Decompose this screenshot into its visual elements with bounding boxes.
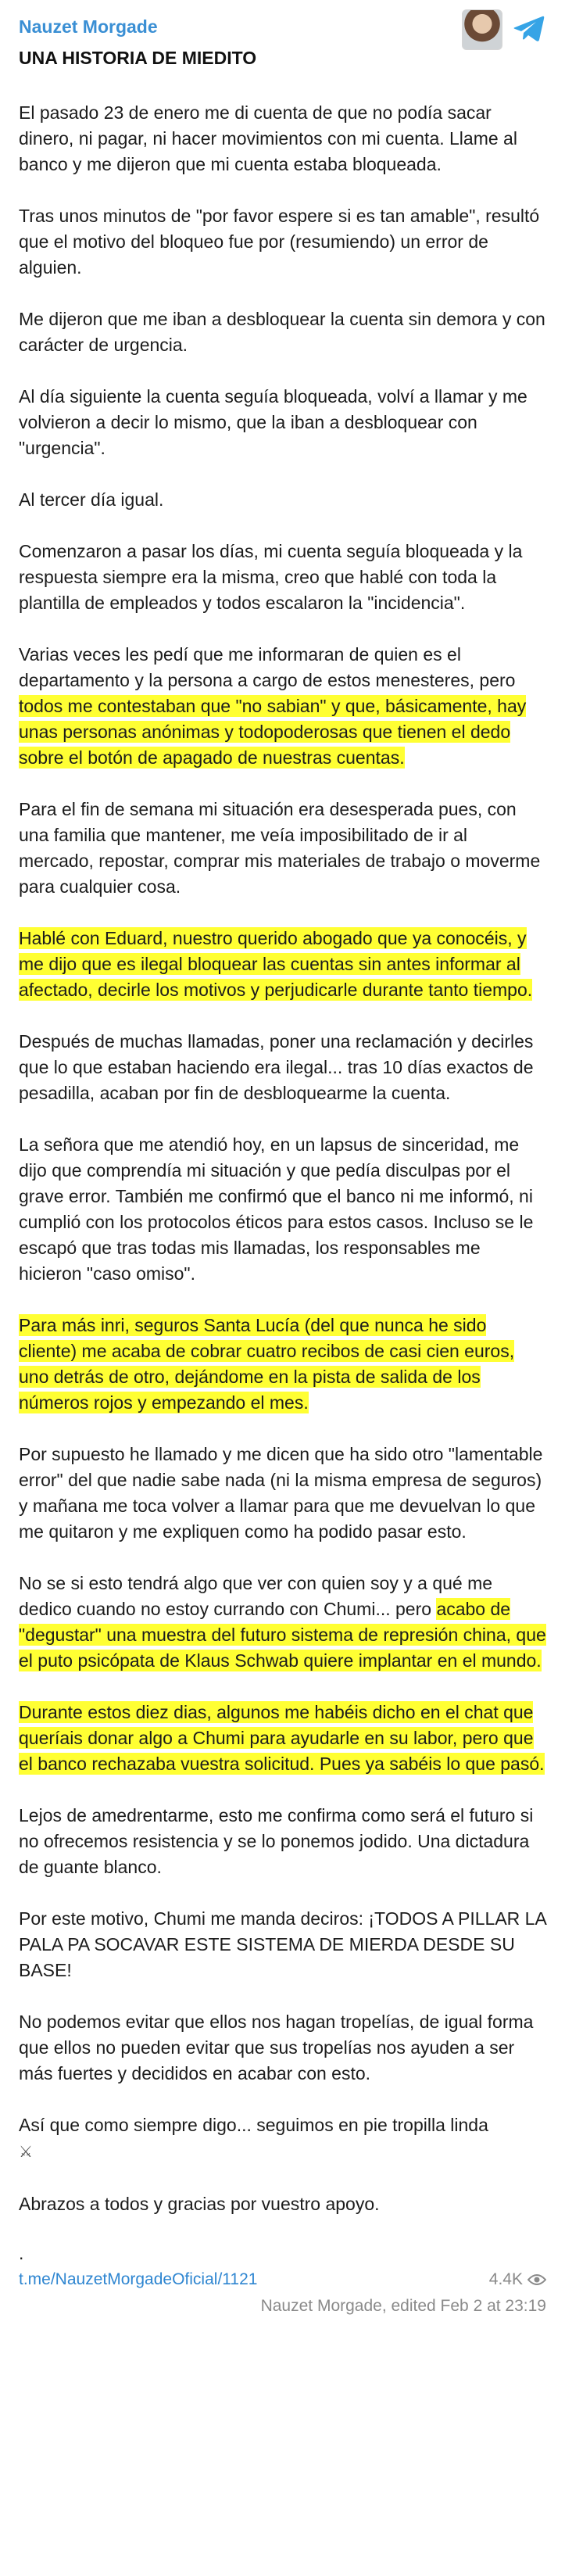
post-header bbox=[19, 14, 546, 72]
paragraph-text: Me dijeron que me iban a desbloquear la cuenta sin demora y con carácter de urgencia. bbox=[19, 309, 545, 355]
highlighted-text: acabo de "degustar" una muestra del futuro sistema de represión china, que el puto psicópata de Klaus Schwab quiere implantar en el mundo. bbox=[19, 1599, 546, 1671]
post-body bbox=[19, 100, 546, 2217]
paragraph-text: Abrazos a todos y gracias por vuestro apoyo. bbox=[19, 2194, 380, 2214]
post-paragraph bbox=[19, 2112, 546, 2166]
highlighted-text: todos me contestaban que "no sabian" y que, básicamente, hay unas personas anónimas y todopoderosas que tienen el dedo sobre el botón de apagado de nuestras cuentas. bbox=[19, 696, 527, 768]
post-paragraph bbox=[19, 1313, 546, 1416]
post-paragraph bbox=[19, 1571, 546, 1674]
paragraph-text: Lejos de amedrentarme, esto me confirma como será el futuro si no ofrecemos resistencia y se lo ponemos jodido. Una dictadura de guante blanco. bbox=[19, 1805, 534, 1877]
post-paragraph bbox=[19, 100, 546, 177]
paragraph-text: Por este motivo, Chumi me manda deciros: ¡TODOS A PILLAR LA PALA PA SOCAVAR ESTE SISTEMA DE MIERDA DESDE SU BASE! bbox=[19, 1908, 546, 1980]
paragraph-text: No se si esto tendrá algo que ver con quien soy y a qué me dedico cuando no estoy currando con Chumi... pero bbox=[19, 1573, 493, 1619]
post-paragraph bbox=[19, 1700, 546, 1777]
eye-icon bbox=[527, 2273, 546, 2286]
views-label: 4.4K bbox=[488, 2270, 523, 2288]
paragraph-text: Varias veces les pedí que me informaran de quien es el departamento y la persona a cargo de estos menesteres, pero bbox=[19, 644, 516, 690]
post-paragraph bbox=[19, 797, 546, 900]
post-paragraph bbox=[19, 2009, 546, 2087]
view-count bbox=[489, 2270, 546, 2289]
paragraph-text: Para el fin de semana mi situación era desesperada pues, con una familia que mantener, me veía imposibilitado de ir al mercado, repostar, comprar mis materiales de trabajo o moverme para cualquier cosa. bbox=[19, 799, 541, 897]
telegram-icon[interactable] bbox=[512, 11, 546, 45]
post-paragraph bbox=[19, 926, 546, 1003]
paragraph-text: El pasado 23 de enero me di cuenta de que no podía sacar dinero, ni pagar, ni hacer movimientos con mi cuenta. Llame al banco y me dijeron que mi cuenta estaba bloqueada. bbox=[19, 102, 517, 174]
avatar[interactable] bbox=[462, 9, 502, 50]
highlighted-text: Durante estos diez dias, algunos me habéis dicho en el chat que queríais donar algo a Chumi para ayudarle en su labor, pero que el banco rechazaba vuestra solicitud. Pues ya sabéis lo que pasó. bbox=[19, 1702, 545, 1774]
post-meta: Nauzet Morgade, edited Feb 2 at 23:19 bbox=[260, 2297, 546, 2315]
post-paragraph bbox=[19, 1132, 546, 1287]
paragraph-text: Por supuesto he llamado y me dicen que ha sido otro "lamentable error" del que nadie sabe nada (ni la misma empresa de seguros) y mañana me toca volver a llamar para que me devuelvan lo que me quitaron y me expliquen como ha podido pasar esto. bbox=[19, 1444, 543, 1542]
post-paragraph bbox=[19, 1442, 546, 1545]
crossed-swords-icon: ⚔ bbox=[19, 2144, 33, 2161]
post-paragraph bbox=[19, 487, 546, 513]
post-paragraph bbox=[19, 642, 546, 771]
highlighted-text: Hablé con Eduard, nuestro querido abogado que ya conocéis, y me dijo que es ilegal bloquear las cuentas sin antes informar al afectado, decirle los motivos y perjudicarle durante tanto tiempo. bbox=[19, 928, 533, 1000]
paragraph-text: No podemos evitar que ellos nos hagan tropelías, de igual forma que ellos no pueden evitar que sus tropelías nos ayuden a ser más fuertes y decididos en acabar con esto. bbox=[19, 2012, 534, 2083]
post-paragraph bbox=[19, 203, 546, 281]
paragraph-text: Al tercer día igual. bbox=[19, 489, 164, 510]
post-paragraph bbox=[19, 1906, 546, 1983]
post-paragraph bbox=[19, 306, 546, 358]
paragraph-text: Al día siguiente la cuenta seguía bloqueada, volví a llamar y me volvieron a decir lo mismo, que la iban a desbloquear con "urgencia". bbox=[19, 386, 527, 458]
post-paragraph bbox=[19, 1029, 546, 1106]
post-footer bbox=[19, 2270, 546, 2315]
post-paragraph bbox=[19, 539, 546, 616]
paragraph-text: La señora que me atendió hoy, en un lapsus de sinceridad, me dijo que comprendía mi situación y que pedía disculpas por el grave error. También me confirmó que el banco ni me informó, ni cumplió con los protocolos éticos para estos casos. Incluso se le escapó que tras todas mis llamadas, los responsables me hicieron "caso omiso". bbox=[19, 1134, 534, 1284]
post-link[interactable]: t.me/NauzetMorgadeOficial/1121 bbox=[19, 2270, 258, 2288]
post-paragraph bbox=[19, 384, 546, 461]
trailing-dot: . bbox=[19, 2243, 24, 2263]
post-paragraph bbox=[19, 1803, 546, 1880]
post-title: UNA HISTORIA DE MIEDITO bbox=[19, 48, 257, 68]
paragraph-text: Después de muchas llamadas, poner una reclamación y decirles que lo que estaban haciendo era ilegal... tras 10 días exactos de pesadilla, acaban por fin de desbloquearme la cuenta. bbox=[19, 1031, 534, 1103]
paragraph-text: Comenzaron a pasar los días, mi cuenta seguía bloqueada y la respuesta siempre era la misma, creo que hablé con toda la plantilla de empleados y todos escalaron la "incidencia". bbox=[19, 541, 523, 613]
paragraph-text: Así que como siempre digo... seguimos en pie tropilla linda bbox=[19, 2115, 488, 2135]
post-paragraph bbox=[19, 2191, 546, 2217]
author-name[interactable]: Nauzet Morgade bbox=[19, 16, 158, 37]
highlighted-text: Para más inri, seguros Santa Lucía (del que nunca he sido cliente) me acaba de cobrar cuatro recibos de casi cien euros, uno detrás de otro, dejándome en la pista de salida de los números rojos y empezando el mes. bbox=[19, 1315, 515, 1413]
paragraph-text: Tras unos minutos de "por favor espere si es tan amable", resultó que el motivo del bloqueo fue por (resumiendo) un error de alguien. bbox=[19, 206, 540, 278]
